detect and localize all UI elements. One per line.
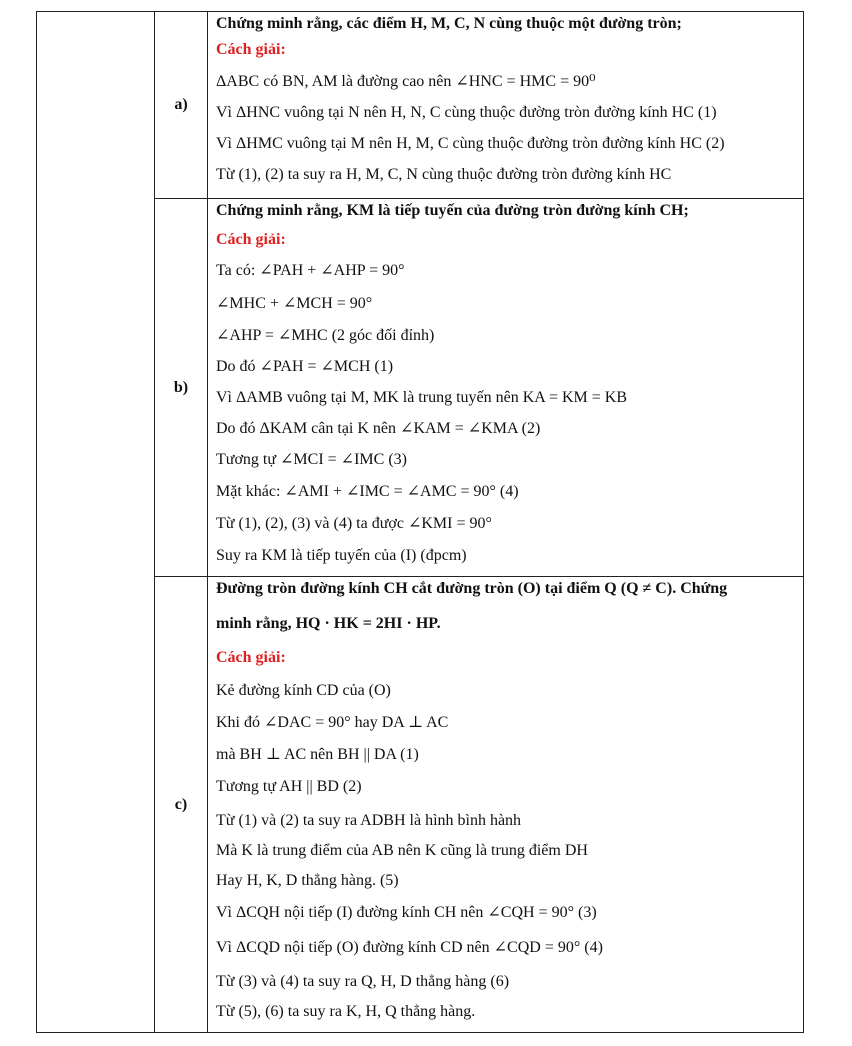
row-b (155, 199, 803, 577)
solution-line: Từ (3) và (4) ta suy ra Q, H, D thẳng hàng (6) (216, 973, 510, 990)
solution-line: ΔABC có BN, AM là đường cao nên ∠HNC = HMC = 90⁰ (216, 73, 596, 90)
solution-line: Từ (1) và (2) ta suy ra ADBH là hình bình hành (216, 812, 522, 829)
problem-statement: Đường tròn đường kính CH cắt đường tròn (O) tại điểm Q (Q ≠ C). Chứng (216, 580, 728, 597)
solution-line: Từ (5), (6) ta suy ra K, H, Q thẳng hàng. (216, 1003, 476, 1020)
row-c (155, 577, 803, 1032)
solution-line: Hay H, K, D thẳng hàng. (5) (216, 872, 399, 889)
row-content (208, 199, 803, 576)
problem-statement: minh rằng, HQ · HK = 2HI · HP. (216, 615, 441, 632)
method-heading: Cách giải: (216, 41, 286, 58)
solution-line: Tương tự AH || BD (2) (216, 778, 362, 795)
solution-line: mà BH ⊥ AC nên BH || DA (1) (216, 746, 419, 763)
empty-left-column (37, 12, 155, 1032)
row-label: a) (155, 12, 208, 198)
solution-line: Khi đó ∠DAC = 90° hay DA ⊥ AC (216, 714, 449, 731)
solution-line: Vì ΔHNC vuông tại N nên H, N, C cùng thuộc đường tròn đường kính HC (1) (216, 104, 717, 121)
problem-statement: Chứng minh rằng, các điểm H, M, C, N cùng thuộc một đường tròn; (216, 15, 682, 32)
problem-statement: Chứng minh rằng, KM là tiếp tuyến của đường tròn đường kính CH; (216, 202, 689, 219)
solution-line: ∠AHP = ∠MHC (2 góc đối đỉnh) (216, 327, 435, 344)
row-label: b) (155, 199, 208, 576)
solution-line: Từ (1), (2), (3) và (4) ta được ∠KMI = 90° (216, 515, 492, 532)
row-content (208, 577, 803, 1032)
solution-line: Từ (1), (2) ta suy ra H, M, C, N cùng thuộc đường tròn đường kính HC (216, 166, 672, 183)
solution-line: ∠MHC + ∠MCH = 90° (216, 295, 373, 312)
solution-line: Kẻ đường kính CD của (O) (216, 682, 391, 699)
solution-line: Tương tự ∠MCI = ∠IMC (3) (216, 451, 407, 468)
solution-table (36, 11, 804, 1033)
method-heading: Cách giải: (216, 231, 286, 248)
row-content (208, 12, 803, 198)
solution-line: Vì ΔCQD nội tiếp (O) đường kính CD nên ∠CQD = 90° (4) (216, 939, 603, 956)
solution-line: Vì ΔCQH nội tiếp (I) đường kính CH nên ∠CQH = 90° (3) (216, 904, 597, 921)
solution-line: Vì ΔAMB vuông tại M, MK là trung tuyến nên KA = KM = KB (216, 389, 627, 406)
method-heading: Cách giải: (216, 649, 286, 666)
solution-line: Mặt khác: ∠AMI + ∠IMC = ∠AMC = 90° (4) (216, 483, 519, 500)
row-label: c) (155, 577, 208, 1032)
solution-line: Mà K là trung điểm của AB nên K cũng là trung điểm DH (216, 842, 588, 859)
solution-line: Vì ΔHMC vuông tại M nên H, M, C cùng thuộc đường tròn đường kính HC (2) (216, 135, 725, 152)
solution-line: Suy ra KM là tiếp tuyến của (I) (đpcm) (216, 547, 467, 564)
solution-line: Do đó ΔKAM cân tại K nên ∠KAM = ∠KMA (2) (216, 420, 541, 437)
solution-line: Ta có: ∠PAH + ∠AHP = 90° (216, 262, 405, 279)
solution-line: Do đó ∠PAH = ∠MCH (1) (216, 358, 394, 375)
row-a (155, 12, 803, 199)
